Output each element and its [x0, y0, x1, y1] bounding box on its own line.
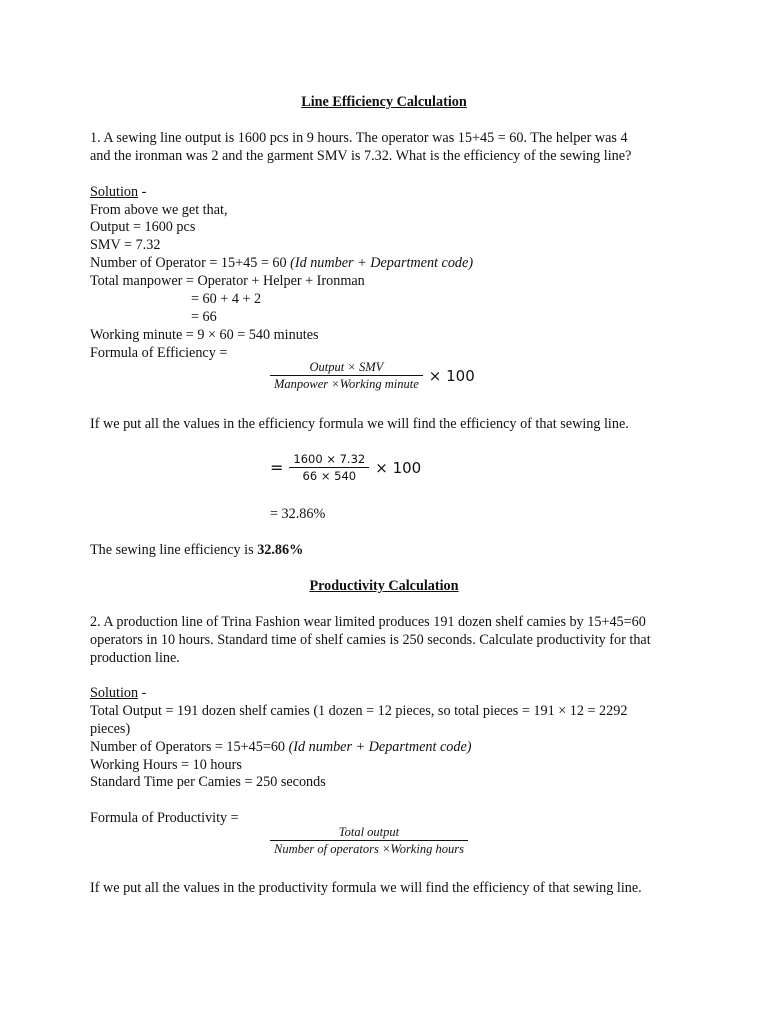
solution-suffix: - [138, 184, 147, 200]
efficiency-multiplier: × 100 [428, 366, 475, 385]
question2-line1: 2. A production line of Trina Fashion wear limited produces 191 dozen shelf camies by 15+45=60 [90, 614, 646, 630]
efficiency-numerator: Output × SMV [309, 360, 384, 374]
solution2-heading [90, 684, 146, 702]
manpower-formula: Total manpower = Operator + Helper + Ironman [90, 273, 365, 289]
efficiency-conclusion [90, 541, 303, 559]
solution1-heading [90, 183, 146, 201]
smv-value: SMV = 7.32 [90, 237, 161, 253]
calc-fraction [289, 451, 369, 484]
total-output-line2: pieces) [90, 721, 131, 737]
manpower-step2: = 66 [191, 309, 217, 325]
productivity-denominator: Number of operators ×Working hours [274, 842, 464, 856]
productivity-formula [270, 824, 468, 857]
put-values-text-1: If we put all the values in the efficiency formula we will find the efficiency of that sewing line. [90, 416, 629, 432]
manpower-step1: = 60 + 4 + 2 [191, 291, 262, 307]
operators-value [90, 254, 473, 272]
calc-denominator: 66 × 540 [302, 469, 357, 483]
working-hours-value: Working Hours = 10 hours [90, 757, 242, 773]
question1-line1: 1. A sewing line output is 1600 pcs in 9 hours. The operator was 15+45 = 60. The helper was 4 [90, 130, 628, 146]
productivity-numerator: Total output [338, 825, 400, 839]
solution-suffix: - [138, 685, 147, 701]
calc-multiplier: × 100 [375, 458, 422, 477]
efficiency-calculation [270, 451, 421, 484]
conclusion-value: 32.86% [257, 542, 304, 558]
efficiency-result: = 32.86% [270, 506, 326, 522]
from-above-text: From above we get that, [90, 202, 228, 218]
calc-equals: = [270, 458, 284, 477]
efficiency-formula-label: Formula of Efficiency = [90, 345, 228, 361]
efficiency-denominator: Manpower ×Working minute [274, 377, 419, 391]
operators-note: (Id number + Department code) [288, 739, 472, 755]
question2-line3: production line. [90, 650, 180, 666]
operators2-value [90, 738, 472, 756]
calc-numerator: 1600 × 7.32 [293, 452, 366, 466]
efficiency-formula [270, 359, 475, 392]
section-title-productivity: Productivity Calculation [309, 578, 459, 594]
conclusion-text: The sewing line efficiency is [90, 542, 258, 558]
solution-label: Solution [90, 184, 139, 200]
standard-time-value: Standard Time per Camies = 250 seconds [90, 774, 326, 790]
efficiency-fraction [270, 359, 423, 392]
operators-note: (Id number + Department code) [290, 255, 474, 271]
solution-label: Solution [90, 685, 139, 701]
question2-line2: operators in 10 hours. Standard time of shelf camies is 250 seconds. Calculate productivity for that [90, 632, 651, 648]
put-values-text-2: If we put all the values in the productivity formula we will find the efficiency of that sewing line. [90, 880, 642, 896]
productivity-fraction [270, 824, 468, 857]
productivity-formula-label: Formula of Productivity = [90, 810, 239, 826]
output-value: Output = 1600 pcs [90, 219, 196, 235]
operators-text: Number of Operators = 15+45=60 [90, 739, 289, 755]
operators-text: Number of Operator = 15+45 = 60 [90, 255, 291, 271]
total-output-line1: Total Output = 191 dozen shelf camies (1 dozen = 12 pieces, so total pieces = 191 × 12 = 2292 [90, 703, 628, 719]
section-title-line-efficiency: Line Efficiency Calculation [301, 94, 467, 110]
working-minute-value: Working minute = 9 × 60 = 540 minutes [90, 327, 319, 343]
question1-line2: and the ironman was 2 and the garment SMV is 7.32. What is the efficiency of the sewing line? [90, 148, 632, 164]
